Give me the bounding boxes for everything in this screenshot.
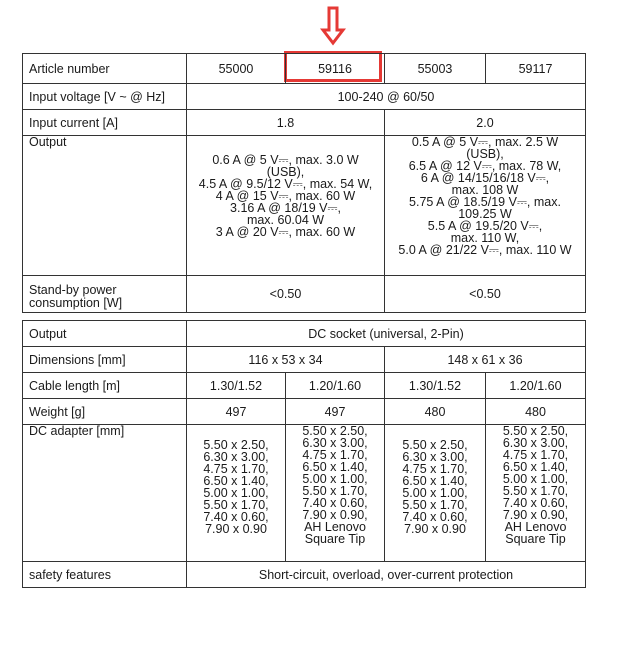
output-label: Output: [23, 136, 187, 276]
input-current-label: Input current [A]: [23, 110, 187, 136]
dc-adapter-2: 5.50 x 2.50, 6.30 x 3.00, 4.75 x 1.70, 6.50 x 1.40, 5.00 x 1.00, 5.50 x 1.70, 7.40 x 0.60, 7.90 x 0.90, AH Lenovo Square Tip: [286, 425, 385, 562]
weight-label: Weight [g]: [23, 399, 187, 425]
dc-adapter-label: DC adapter [mm]: [23, 425, 187, 562]
dc-adapter-3: 5.50 x 2.50, 6.30 x 3.00, 4.75 x 1.70, 6.50 x 1.40, 5.00 x 1.00, 5.50 x 1.70, 7.40 x 0.60, 7.90 x 0.90: [385, 425, 486, 562]
table-row: [23, 347, 586, 373]
standby-a: <0.50: [187, 276, 385, 313]
weight-3: 480: [385, 399, 486, 425]
table-row: [23, 54, 586, 84]
input-current-b: 2.0: [385, 110, 586, 136]
output-socket-value: DC socket (universal, 2-Pin): [187, 321, 586, 347]
input-voltage-value: 100-240 @ 60/50: [187, 84, 586, 110]
table-row: [23, 110, 586, 136]
output-socket-label: Output: [23, 321, 187, 347]
safety-label: safety features: [23, 562, 187, 588]
table-row: [23, 321, 586, 347]
table-row: [23, 425, 586, 562]
dimensions-b: 148 x 61 x 36: [385, 347, 586, 373]
dc-adapter-4: 5.50 x 2.50, 6.30 x 3.00, 4.75 x 1.70, 6.50 x 1.40, 5.00 x 1.00, 5.50 x 1.70, 7.40 x 0.60, 7.90 x 0.90, AH Lenovo Square Tip: [486, 425, 586, 562]
table-row: [23, 84, 586, 110]
table-row: [23, 136, 586, 276]
table-row: [23, 562, 586, 588]
input-voltage-label: Input voltage [V ~ @ Hz]: [23, 84, 187, 110]
weight-2: 497: [286, 399, 385, 425]
weight-1: 497: [187, 399, 286, 425]
table-row: [23, 373, 586, 399]
output-a: 0.6 A @ 5 V⎓, max. 3.0 W (USB), 4.5 A @ 9.5/12 V⎓, max. 54 W, 4 A @ 15 V⎓, max. 60 W 3.16 A @ 18/19 V⎓, max. 60.04 W 3 A @ 20 V⎓, max. 60 W: [187, 136, 385, 276]
article-number-label: Article number: [23, 54, 187, 84]
standby-b: <0.50: [385, 276, 586, 313]
table-row: [23, 399, 586, 425]
dimensions-a: 116 x 53 x 34: [187, 347, 385, 373]
safety-value: Short-circuit, overload, over-current protection: [187, 562, 586, 588]
cable-length-2: 1.20/1.60: [286, 373, 385, 399]
dimensions-label: Dimensions [mm]: [23, 347, 187, 373]
cable-length-3: 1.30/1.52: [385, 373, 486, 399]
input-current-a: 1.8: [187, 110, 385, 136]
output-b: 0.5 A @ 5 V⎓, max. 2.5 W (USB), 6.5 A @ 12 V⎓, max. 78 W, 6 A @ 14/15/16/18 V⎓, max. 108 W 5.75 A @ 18.5/19 V⎓, max. 109.25 W 5.5 A @ 19.5/20 V⎓, max. 110 W, 5.0 A @ 21/22 V⎓, max. 110 W: [385, 136, 586, 276]
cable-length-4: 1.20/1.60: [486, 373, 586, 399]
article-55003: 55003: [385, 54, 486, 84]
down-arrow-icon: [320, 6, 346, 46]
article-59117: 59117: [486, 54, 586, 84]
cable-length-1: 1.30/1.52: [187, 373, 286, 399]
article-55000: 55000: [187, 54, 286, 84]
spec-table: [22, 53, 586, 588]
table-row: [23, 276, 586, 313]
table-spacer: [23, 313, 586, 321]
dc-adapter-1: 5.50 x 2.50, 6.30 x 3.00, 4.75 x 1.70, 6.50 x 1.40, 5.00 x 1.00, 5.50 x 1.70, 7.40 x 0.60, 7.90 x 0.90: [187, 425, 286, 562]
standby-label: Stand-by power consumption [W]: [23, 276, 187, 313]
weight-4: 480: [486, 399, 586, 425]
cable-length-label: Cable length [m]: [23, 373, 187, 399]
article-59116: 59116: [286, 54, 385, 84]
